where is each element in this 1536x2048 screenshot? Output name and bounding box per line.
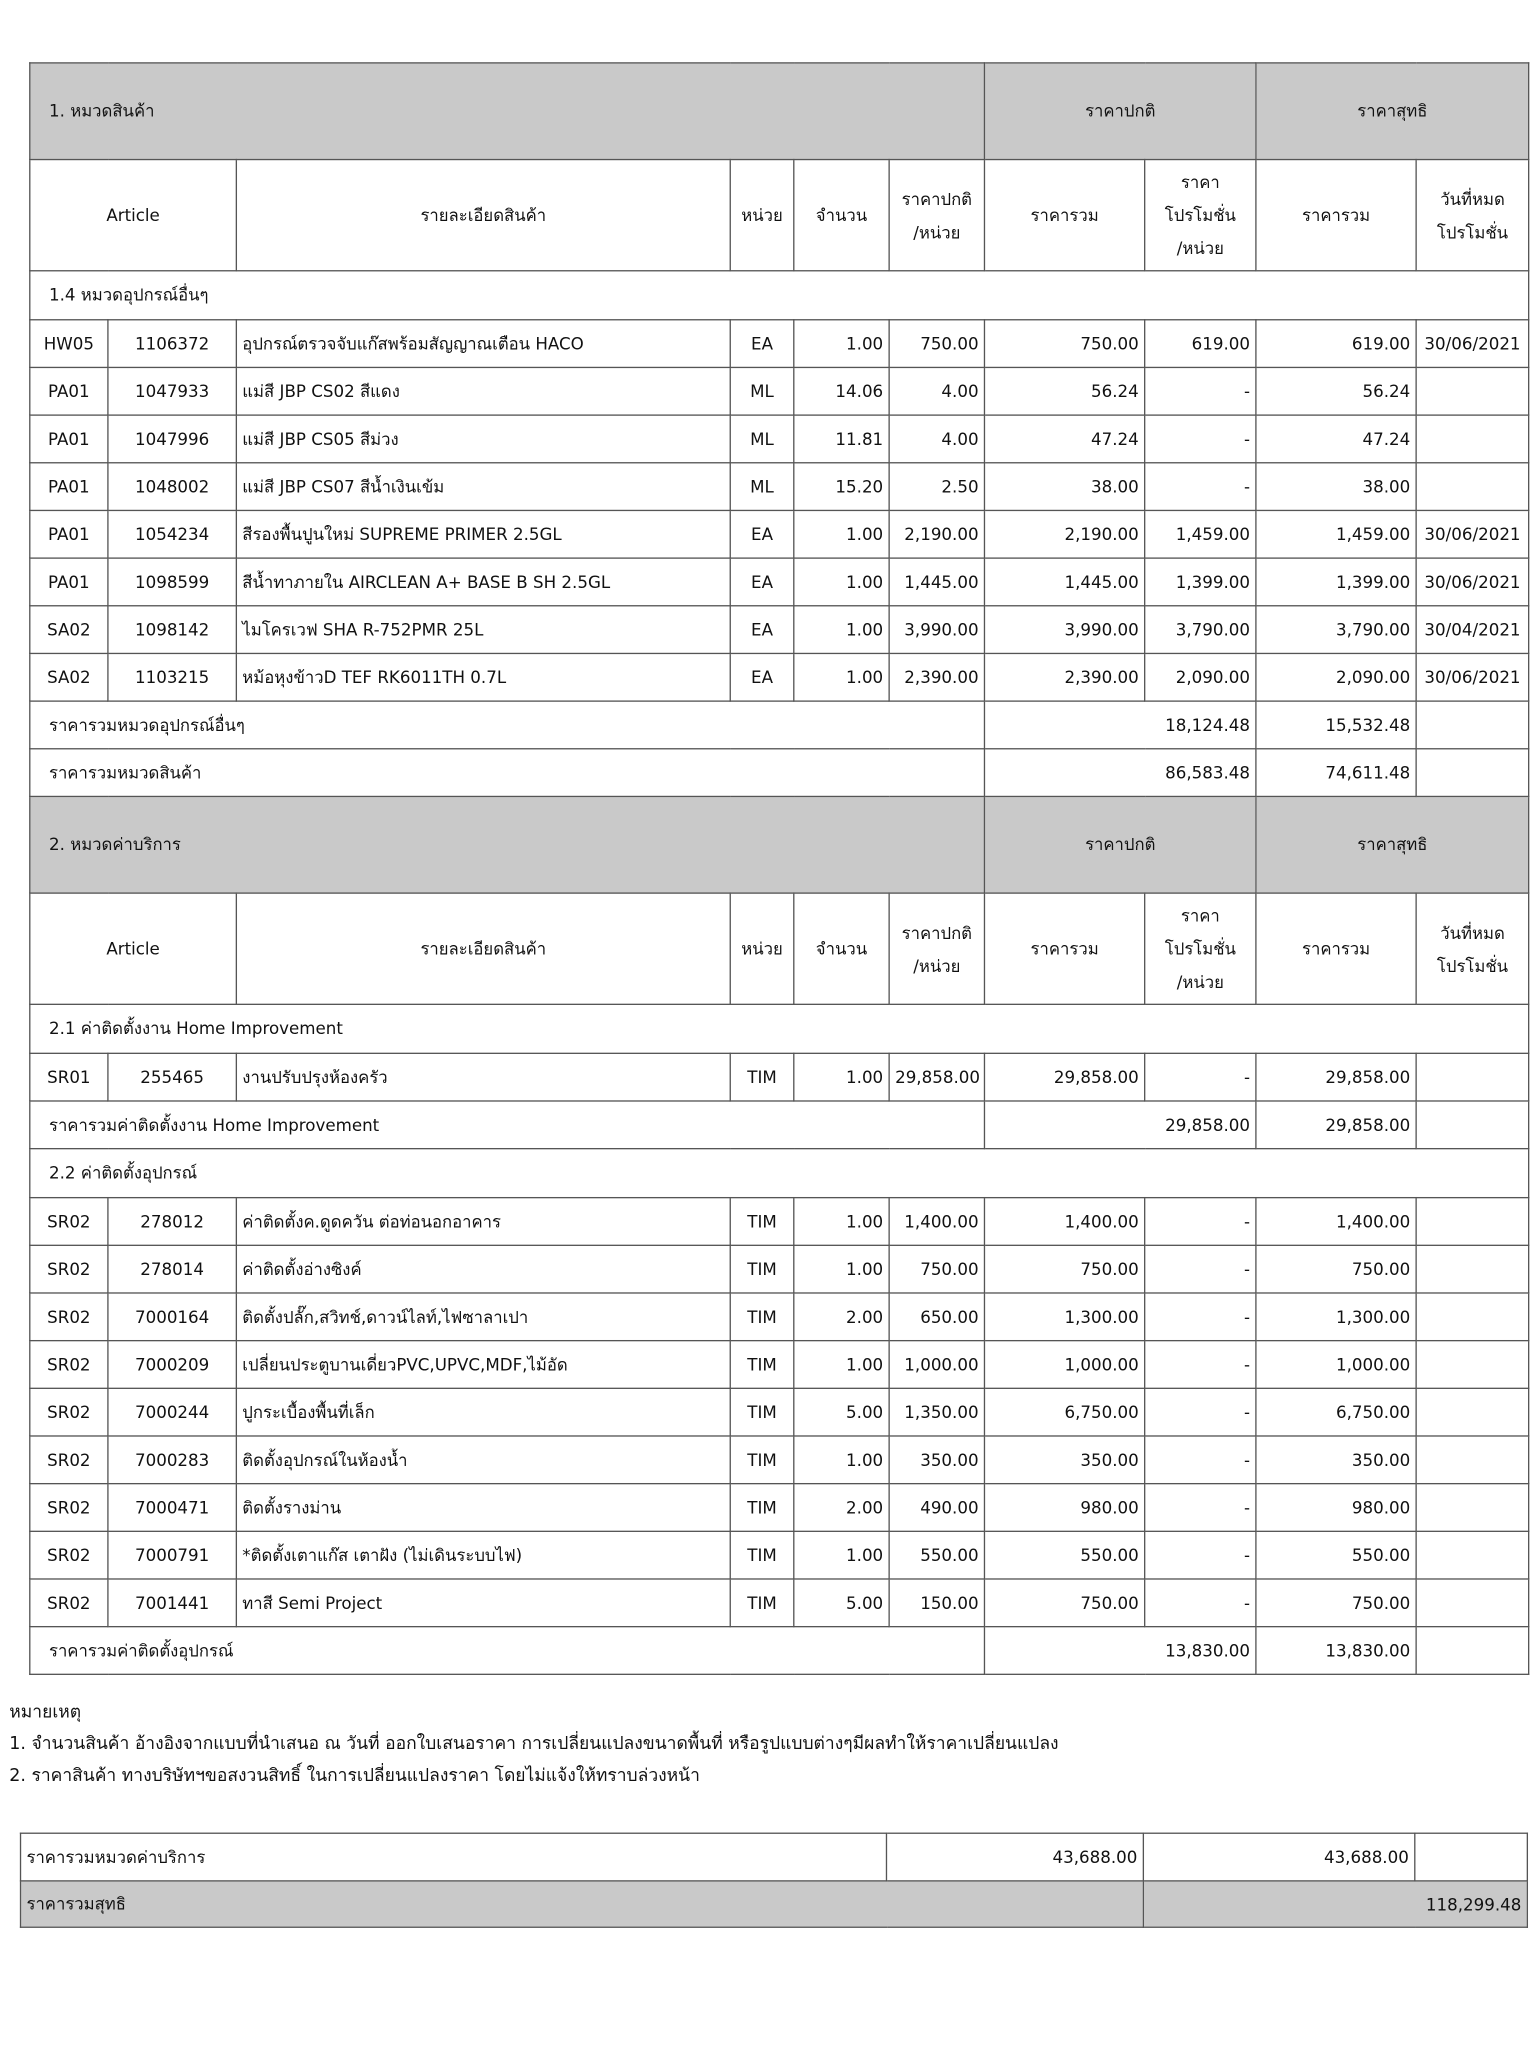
item-net-total: 350.00 <box>1256 1436 1416 1484</box>
item-qty: 1.00 <box>794 320 889 368</box>
col-price-line1: ราคาปกติ <box>901 188 973 209</box>
item-article: 7000283 <box>108 1436 236 1484</box>
col-promo-end <box>1416 893 1529 1004</box>
notes <box>9 1697 1058 1792</box>
item-unit-price: 750.00 <box>889 1245 984 1293</box>
net-price-header: ราคาสุทธิ <box>1256 63 1529 160</box>
item-unit: ML <box>730 367 794 415</box>
item-description: อุปกรณ์ตรวจจับแก๊สพร้อมสัญญาณเตือน HACO <box>236 320 730 368</box>
total-row <box>30 701 1529 749</box>
item-promo-price: - <box>1145 1341 1256 1389</box>
item-unit: EA <box>730 558 794 606</box>
item-unit-price: 1,000.00 <box>889 1341 984 1389</box>
item-promo-price: - <box>1145 1293 1256 1341</box>
item-promo-price: - <box>1145 1531 1256 1579</box>
col-promo-line2: โปรโมชั่น <box>1164 205 1236 226</box>
item-description: ติดตั้งรางม่าน <box>236 1484 730 1532</box>
item-total: 1,445.00 <box>985 558 1145 606</box>
item-promo-end: 30/06/2021 <box>1416 320 1529 368</box>
col-price-line1: ราคาปกติ <box>901 922 973 943</box>
item-qty: 2.00 <box>794 1293 889 1341</box>
item-qty: 1.00 <box>794 606 889 654</box>
service-total-row <box>21 1833 1528 1881</box>
item-unit: EA <box>730 606 794 654</box>
item-promo-end <box>1416 1053 1529 1101</box>
item-unit-price: 2,390.00 <box>889 653 984 701</box>
item-code: SR02 <box>30 1579 108 1627</box>
item-total: 29,858.00 <box>985 1053 1145 1101</box>
item-article: 278014 <box>108 1245 236 1293</box>
item-code: SR02 <box>30 1436 108 1484</box>
item-code: SR02 <box>30 1341 108 1389</box>
table-row <box>30 1293 1529 1341</box>
note-line-1: 1. จำนวนสินค้า อ้างอิงจากแบบที่นำเสนอ ณ วันที่ ออกใบเสนอราคา การเปลี่ยนแปลงขนาดพื้นที่ หรือรูปแบบต่างๆมีผลทำให้ราคาเปลี่ยนแปลง <box>9 1734 1059 1755</box>
item-qty: 1.00 <box>794 1341 889 1389</box>
table-row <box>30 1245 1529 1293</box>
item-code: SR02 <box>30 1198 108 1246</box>
item-description: *ติดตั้งเตาแก๊ส เตาฝัง (ไม่เดินระบบไฟ) <box>236 1531 730 1579</box>
item-qty: 1.00 <box>794 1436 889 1484</box>
subgroup-title: 2.1 ค่าติดตั้งงาน Home Improvement <box>30 1004 1529 1053</box>
item-unit-price: 4.00 <box>889 367 984 415</box>
item-code: SR02 <box>30 1388 108 1436</box>
item-promo-price: 1,399.00 <box>1145 558 1256 606</box>
item-total: 3,990.00 <box>985 606 1145 654</box>
item-promo-end: 30/06/2021 <box>1416 558 1529 606</box>
item-qty: 1.00 <box>794 1531 889 1579</box>
column-header-row <box>30 160 1529 271</box>
item-article: 1098599 <box>108 558 236 606</box>
item-unit-price: 550.00 <box>889 1531 984 1579</box>
item-code: SR02 <box>30 1531 108 1579</box>
item-article: 1098142 <box>108 606 236 654</box>
empty-cell <box>1416 701 1529 749</box>
item-promo-end <box>1416 1531 1529 1579</box>
item-article: 1103215 <box>108 653 236 701</box>
item-article: 255465 <box>108 1053 236 1101</box>
item-promo-end <box>1416 1388 1529 1436</box>
item-promo-end <box>1416 367 1529 415</box>
grand-total-label: ราคารวมสุทธิ <box>21 1881 1144 1927</box>
item-promo-end <box>1416 1579 1529 1627</box>
item-description: งานปรับปรุงห้องครัว <box>236 1053 730 1101</box>
item-code: SR02 <box>30 1245 108 1293</box>
table-row <box>30 1436 1529 1484</box>
total-normal: 86,583.48 <box>985 749 1256 797</box>
item-promo-end <box>1416 463 1529 511</box>
item-total: 1,400.00 <box>985 1198 1145 1246</box>
item-code: SR02 <box>30 1484 108 1532</box>
item-unit: TIM <box>730 1293 794 1341</box>
item-unit: TIM <box>730 1436 794 1484</box>
item-article: 1047996 <box>108 415 236 463</box>
item-total: 56.24 <box>985 367 1145 415</box>
item-promo-price: - <box>1145 415 1256 463</box>
item-code: SR02 <box>30 1293 108 1341</box>
item-unit-price: 3,990.00 <box>889 606 984 654</box>
table-row <box>30 1388 1529 1436</box>
item-article: 7000244 <box>108 1388 236 1436</box>
item-qty: 1.00 <box>794 1053 889 1101</box>
col-price-line2: /หน่วย <box>913 221 961 242</box>
col-unit: หน่วย <box>730 160 794 271</box>
col-qty: จำนวน <box>794 160 889 271</box>
item-unit-price: 650.00 <box>889 1293 984 1341</box>
grand-total-row <box>21 1881 1528 1927</box>
col-net-total: ราคารวม <box>1256 893 1416 1004</box>
item-net-total: 47.24 <box>1256 415 1416 463</box>
table-row <box>30 1198 1529 1246</box>
item-description: แม่สี JBP CS02 สีแดง <box>236 367 730 415</box>
item-code: HW05 <box>30 320 108 368</box>
col-detail: รายละเอียดสินค้า <box>236 160 730 271</box>
item-net-total: 2,090.00 <box>1256 653 1416 701</box>
item-total: 750.00 <box>985 320 1145 368</box>
item-promo-end <box>1416 1341 1529 1389</box>
item-article: 1048002 <box>108 463 236 511</box>
item-net-total: 1,000.00 <box>1256 1341 1416 1389</box>
service-total: 43,688.00 <box>886 1833 1143 1881</box>
item-net-total: 550.00 <box>1256 1531 1416 1579</box>
item-description: สีรองพื้นปูนใหม่ SUPREME PRIMER 2.5GL <box>236 510 730 558</box>
item-total: 750.00 <box>985 1579 1145 1627</box>
item-article: 7000471 <box>108 1484 236 1532</box>
item-unit-price: 150.00 <box>889 1579 984 1627</box>
item-qty: 1.00 <box>794 558 889 606</box>
item-total: 47.24 <box>985 415 1145 463</box>
item-promo-end: 30/04/2021 <box>1416 606 1529 654</box>
item-code: PA01 <box>30 510 108 558</box>
table-row <box>30 1341 1529 1389</box>
subgroup-title: 1.4 หมวดอุปกรณ์อื่นๆ <box>30 271 1529 320</box>
item-description: แม่สี JBP CS05 สีม่วง <box>236 415 730 463</box>
item-unit-price: 29,858.00 <box>889 1053 984 1101</box>
total-label: ราคารวมค่าติดตั้งงาน Home Improvement <box>30 1101 985 1149</box>
item-total: 550.00 <box>985 1531 1145 1579</box>
table-row <box>30 510 1529 558</box>
net-price-header: ราคาสุทธิ <box>1256 796 1529 893</box>
item-promo-price: 619.00 <box>1145 320 1256 368</box>
item-unit: TIM <box>730 1341 794 1389</box>
item-promo-end <box>1416 1198 1529 1246</box>
item-promo-price: - <box>1145 463 1256 511</box>
total-net: 74,611.48 <box>1256 749 1416 797</box>
item-net-total: 3,790.00 <box>1256 606 1416 654</box>
item-unit: EA <box>730 510 794 558</box>
item-unit: TIM <box>730 1388 794 1436</box>
item-total: 2,390.00 <box>985 653 1145 701</box>
total-label: ราคารวมหมวดอุปกรณ์อื่นๆ <box>30 701 985 749</box>
item-net-total: 6,750.00 <box>1256 1388 1416 1436</box>
col-end-line2: โปรโมชั่น <box>1436 955 1509 976</box>
item-net-total: 1,300.00 <box>1256 1293 1416 1341</box>
total-normal: 13,830.00 <box>985 1627 1256 1675</box>
col-end-line1: วันที่หมด <box>1440 188 1505 209</box>
item-net-total: 750.00 <box>1256 1245 1416 1293</box>
item-net-total: 1,459.00 <box>1256 510 1416 558</box>
item-promo-price: - <box>1145 1484 1256 1532</box>
item-qty: 14.06 <box>794 367 889 415</box>
col-price-per-unit <box>889 893 984 1004</box>
normal-price-header: ราคาปกติ <box>985 63 1256 160</box>
item-total: 1,000.00 <box>985 1341 1145 1389</box>
total-row <box>30 1627 1529 1675</box>
item-promo-price: 2,090.00 <box>1145 653 1256 701</box>
total-row <box>30 1101 1529 1149</box>
notes-heading: หมายเหตุ <box>9 1702 82 1723</box>
item-unit: TIM <box>730 1531 794 1579</box>
item-total: 350.00 <box>985 1436 1145 1484</box>
item-promo-end <box>1416 1436 1529 1484</box>
item-description: หม้อหุงข้าวD TEF RK6011TH 0.7L <box>236 653 730 701</box>
empty-cell <box>1416 749 1529 797</box>
col-unit: หน่วย <box>730 893 794 1004</box>
col-promo-line2: โปรโมชั่น <box>1164 938 1236 959</box>
item-code: PA01 <box>30 558 108 606</box>
col-detail: รายละเอียดสินค้า <box>236 893 730 1004</box>
item-promo-price: 1,459.00 <box>1145 510 1256 558</box>
item-description: สีน้ำทาภายใน AIRCLEAN A+ BASE B SH 2.5GL <box>236 558 730 606</box>
grand-net-total: 118,299.48 <box>1143 1881 1527 1927</box>
item-unit-price: 350.00 <box>889 1436 984 1484</box>
col-net-total: ราคารวม <box>1256 160 1416 271</box>
item-unit: ML <box>730 463 794 511</box>
item-unit: EA <box>730 320 794 368</box>
item-unit-price: 490.00 <box>889 1484 984 1532</box>
item-qty: 11.81 <box>794 415 889 463</box>
item-code: PA01 <box>30 463 108 511</box>
summary-table <box>20 1833 1528 1928</box>
item-code: SR01 <box>30 1053 108 1101</box>
item-article: 7000209 <box>108 1341 236 1389</box>
item-description: ไมโครเวฟ SHA R-752PMR 25L <box>236 606 730 654</box>
subgroup-title: 2.2 ค่าติดตั้งอุปกรณ์ <box>30 1149 1529 1198</box>
empty-cell <box>1416 1627 1529 1675</box>
item-unit-price: 1,400.00 <box>889 1198 984 1246</box>
col-promo-line3: /หน่วย <box>1176 238 1224 259</box>
item-promo-price: 3,790.00 <box>1145 606 1256 654</box>
item-promo-price: - <box>1145 1053 1256 1101</box>
item-qty: 15.20 <box>794 463 889 511</box>
item-unit-price: 750.00 <box>889 320 984 368</box>
item-code: PA01 <box>30 367 108 415</box>
table-row <box>30 367 1529 415</box>
col-article: Article <box>30 160 237 271</box>
item-net-total: 29,858.00 <box>1256 1053 1416 1101</box>
col-total: ราคารวม <box>985 893 1145 1004</box>
item-net-total: 980.00 <box>1256 1484 1416 1532</box>
col-qty: จำนวน <box>794 893 889 1004</box>
item-code: SA02 <box>30 653 108 701</box>
subgroup-row <box>30 271 1529 320</box>
item-description: ทาสี Semi Project <box>236 1579 730 1627</box>
item-description: ติดตั้งปลั๊ก,สวิทช์,ดาวน์ไลท์,ไฟซาลาเปา <box>236 1293 730 1341</box>
col-promo-price <box>1145 893 1256 1004</box>
item-article: 278012 <box>108 1198 236 1246</box>
section-title: 1. หมวดสินค้า <box>30 63 985 160</box>
col-price-line2: /หน่วย <box>913 955 961 976</box>
total-label: ราคารวมหมวดสินค้า <box>30 749 985 797</box>
section-header-row <box>30 796 1529 893</box>
table-row <box>30 653 1529 701</box>
table-row <box>30 463 1529 511</box>
service-total-label: ราคารวมหมวดค่าบริการ <box>21 1833 887 1881</box>
item-promo-end <box>1416 1245 1529 1293</box>
item-qty: 1.00 <box>794 1245 889 1293</box>
item-code: PA01 <box>30 415 108 463</box>
col-promo-line1: ราคา <box>1180 172 1220 192</box>
item-qty: 1.00 <box>794 653 889 701</box>
item-unit-price: 4.00 <box>889 415 984 463</box>
subgroup-row <box>30 1149 1529 1198</box>
normal-price-header: ราคาปกติ <box>985 796 1256 893</box>
item-qty: 1.00 <box>794 510 889 558</box>
note-line-2: 2. ราคาสินค้า ทางบริษัทฯขอสงวนสิทธิ์ ในการเปลี่ยนแปลงราคา โดยไม่แจ้งให้ทราบล่วงหน้า <box>9 1766 700 1787</box>
item-description: ค่าติดตั้งอ่างซิงค์ <box>236 1245 730 1293</box>
section-title: 2. หมวดค่าบริการ <box>30 796 985 893</box>
item-article: 1106372 <box>108 320 236 368</box>
item-unit: ML <box>730 415 794 463</box>
subgroup-row <box>30 1004 1529 1053</box>
item-promo-price: - <box>1145 1198 1256 1246</box>
total-net: 29,858.00 <box>1256 1101 1416 1149</box>
item-total: 6,750.00 <box>985 1388 1145 1436</box>
item-qty: 5.00 <box>794 1388 889 1436</box>
table-row <box>30 558 1529 606</box>
item-article: 7000164 <box>108 1293 236 1341</box>
item-description: แม่สี JBP CS07 สีน้ำเงินเข้ม <box>236 463 730 511</box>
item-article: 1047933 <box>108 367 236 415</box>
item-promo-price: - <box>1145 367 1256 415</box>
item-promo-price: - <box>1145 1436 1256 1484</box>
item-article: 7001441 <box>108 1579 236 1627</box>
column-header-row <box>30 893 1529 1004</box>
service-net: 43,688.00 <box>1143 1833 1414 1881</box>
col-promo-end <box>1416 160 1529 271</box>
empty-cell <box>1416 1101 1529 1149</box>
item-unit-price: 2,190.00 <box>889 510 984 558</box>
item-qty: 1.00 <box>794 1198 889 1246</box>
item-unit-price: 1,445.00 <box>889 558 984 606</box>
col-total: ราคารวม <box>985 160 1145 271</box>
total-net: 15,532.48 <box>1256 701 1416 749</box>
item-promo-end: 30/06/2021 <box>1416 510 1529 558</box>
item-unit: TIM <box>730 1484 794 1532</box>
item-promo-end <box>1416 1293 1529 1341</box>
col-article: Article <box>30 893 237 1004</box>
item-total: 1,300.00 <box>985 1293 1145 1341</box>
item-article: 7000791 <box>108 1531 236 1579</box>
item-total: 750.00 <box>985 1245 1145 1293</box>
item-promo-price: - <box>1145 1388 1256 1436</box>
item-unit: TIM <box>730 1198 794 1246</box>
item-promo-end: 30/06/2021 <box>1416 653 1529 701</box>
total-normal: 29,858.00 <box>985 1101 1256 1149</box>
item-unit: TIM <box>730 1579 794 1627</box>
item-description: ติดตั้งอุปกรณ์ในห้องน้ำ <box>236 1436 730 1484</box>
item-unit: TIM <box>730 1053 794 1101</box>
item-article: 1054234 <box>108 510 236 558</box>
item-net-total: 619.00 <box>1256 320 1416 368</box>
item-unit-price: 1,350.00 <box>889 1388 984 1436</box>
item-promo-end <box>1416 415 1529 463</box>
item-unit-price: 2.50 <box>889 463 984 511</box>
col-end-line2: โปรโมชั่น <box>1436 221 1509 242</box>
item-net-total: 750.00 <box>1256 1579 1416 1627</box>
item-description: เปลี่ยนประตูบานเดี่ยวPVC,UPVC,MDF,ไม้อัด <box>236 1341 730 1389</box>
total-row <box>30 749 1529 797</box>
table-row <box>30 606 1529 654</box>
col-promo-price <box>1145 160 1256 271</box>
item-net-total: 1,399.00 <box>1256 558 1416 606</box>
quotation-table <box>29 62 1529 1675</box>
section-header-row <box>30 63 1529 160</box>
col-promo-line1: ราคา <box>1180 905 1220 926</box>
table-row <box>30 1579 1529 1627</box>
table-row <box>30 1531 1529 1579</box>
item-net-total: 38.00 <box>1256 463 1416 511</box>
item-promo-price: - <box>1145 1245 1256 1293</box>
item-qty: 5.00 <box>794 1579 889 1627</box>
table-row <box>30 1484 1529 1532</box>
item-promo-price: - <box>1145 1579 1256 1627</box>
item-total: 38.00 <box>985 463 1145 511</box>
total-label: ราคารวมค่าติดตั้งอุปกรณ์ <box>30 1627 985 1675</box>
item-code: SA02 <box>30 606 108 654</box>
col-price-per-unit <box>889 160 984 271</box>
col-promo-line3: /หน่วย <box>1176 971 1224 992</box>
item-qty: 2.00 <box>794 1484 889 1532</box>
table-row <box>30 415 1529 463</box>
table-row <box>30 1053 1529 1101</box>
total-net: 13,830.00 <box>1256 1627 1416 1675</box>
item-promo-end <box>1416 1484 1529 1532</box>
item-net-total: 56.24 <box>1256 367 1416 415</box>
item-unit: EA <box>730 653 794 701</box>
item-total: 980.00 <box>985 1484 1145 1532</box>
total-normal: 18,124.48 <box>985 701 1256 749</box>
col-end-line1: วันที่หมด <box>1440 922 1505 943</box>
item-total: 2,190.00 <box>985 510 1145 558</box>
item-net-total: 1,400.00 <box>1256 1198 1416 1246</box>
empty-cell <box>1415 1833 1528 1881</box>
table-row <box>30 320 1529 368</box>
item-description: ค่าติดตั้งค.ดูดควัน ต่อท่อนอกอาคาร <box>236 1198 730 1246</box>
item-description: ปูกระเบื้องพื้นที่เล็ก <box>236 1388 730 1436</box>
item-unit: TIM <box>730 1245 794 1293</box>
